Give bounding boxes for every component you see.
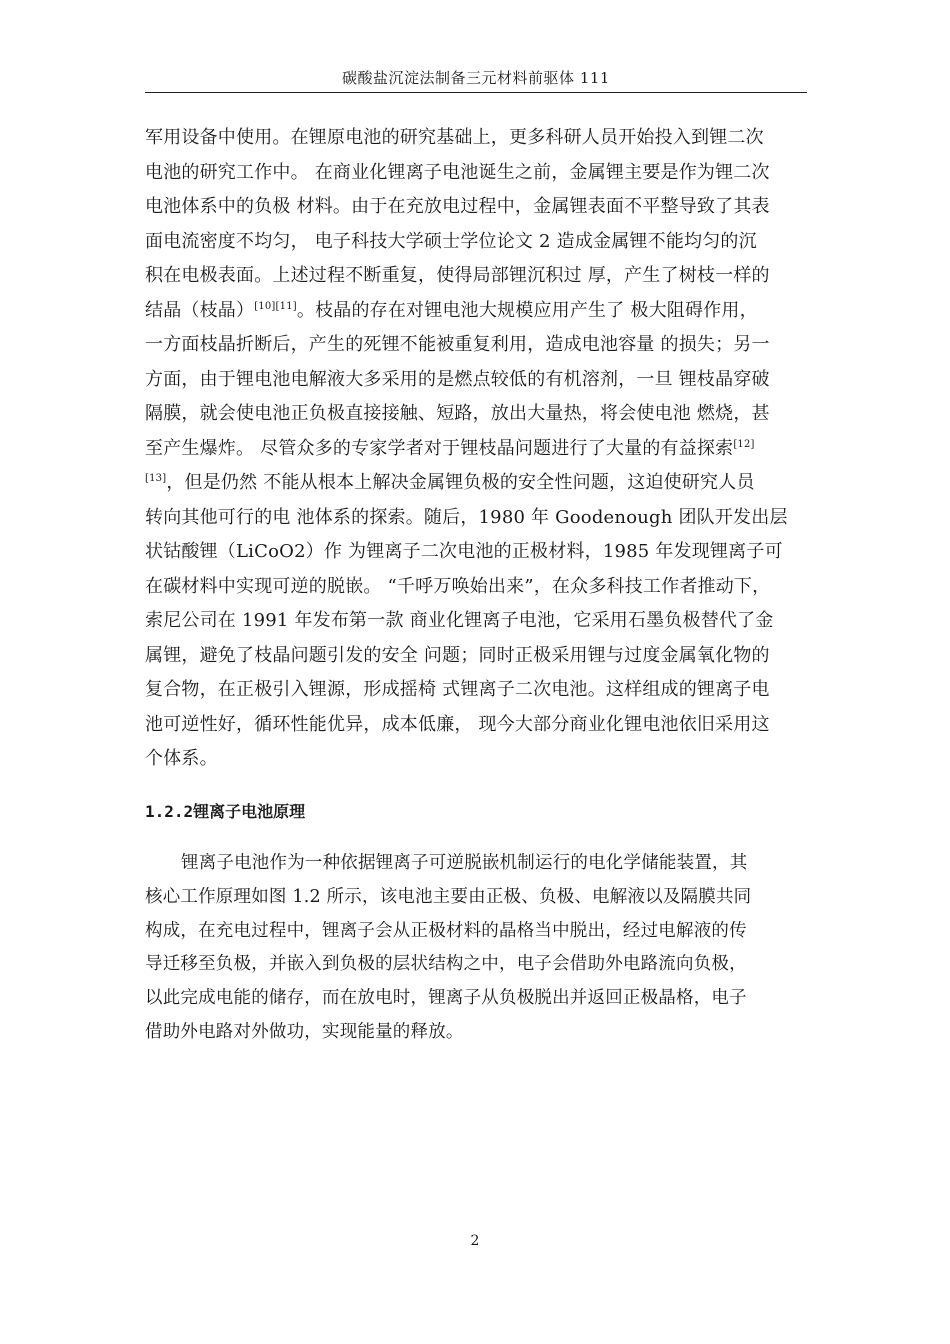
text-segment: 至产生爆炸。 尽管众多的专家学者对于锂枝晶问题进行了大量的有益探索	[145, 437, 734, 459]
text-line	[145, 432, 825, 467]
citation-ref: [10][11]	[254, 300, 297, 312]
text-line: 以此完成电能的储存，而在放电时，锂离子从负极脱出并返回正极晶格，电子	[145, 988, 747, 1009]
body-paragraph-1	[145, 121, 825, 777]
text-line: 借助外电路对外做功，实现能量的释放。	[145, 1021, 464, 1042]
text-line: 核心工作原理如图 1.2 所示，该电池主要由正极、负极、电解液以及隔膜共同	[145, 886, 752, 907]
text-line: 军用设备中使用。在锂原电池的研究基础上，更多科研人员开始投入到锂二次	[145, 127, 764, 148]
text-line: 积在电极表面。上述过程不断重复，使得局部锂沉积过 厚，产生了树枝一样的	[145, 265, 770, 286]
text-line: 一方面枝晶折断后，产生的死锂不能被重复利用，造成电池容量 的损失；另一	[145, 334, 770, 355]
text-segment: 。枝晶的存在对锂电池大规模应用产生了 极大阻碍作用，	[296, 299, 758, 321]
body-paragraph-2	[145, 847, 825, 1050]
text-line: 导迁移至负极，并嵌入到负极的层状结构之中，电子会借助外电路流向负极，	[145, 954, 747, 975]
page-number: 2	[470, 1233, 480, 1249]
text-line: 隔膜，就会使电池正负极直接接触、短路，放出大量热，将会使电池 燃烧，甚	[145, 403, 770, 424]
text-line: 属锂，避免了枝晶问题引发的安全 问题；同时正极采用锂与过度金属氧化物的	[145, 644, 770, 666]
text-line: 个体系。	[145, 748, 218, 769]
citation-ref: [12]	[733, 438, 755, 450]
text-line: 方面，由于锂电池电解液大多采用的是燃点较低的有机溶剂，一旦 锂枝晶穿破	[145, 368, 770, 390]
citation-ref: [13]	[145, 473, 167, 484]
text-line: 面电流密度不均匀， 电子科技大学硕士学位论文 2 造成金属锂不能均匀的沉	[145, 230, 757, 252]
text-line	[145, 466, 825, 501]
header-title: 碳酸盐沉淀法制备三元材料前驱体 111	[342, 69, 610, 87]
text-line: 锂离子电池作为一种依据锂离子可逆脱嵌机制运行的电化学储能装置，其	[181, 853, 748, 873]
text-line: 池可逆性好，循环性能优异，成本低廉， 现今大部分商业化锂电池依旧采用这	[145, 713, 770, 735]
text-line: 复合物，在正极引入锂源，形成摇椅 式锂离子二次电池。这样组成的锂离子电	[145, 679, 770, 700]
page-header	[145, 68, 807, 93]
text-line: 索尼公司在 1991 年发布第一款 商业化锂离子电池，它采用石墨负极替代了金	[145, 610, 774, 631]
text-segment: 结晶（枝晶）	[145, 299, 255, 321]
text-line: 电池的研究工作中。 在商业化锂离子电池诞生之前，金属锂主要是作为锂二次	[145, 161, 770, 183]
text-line: 电池体系中的负极 材料。由于在充放电过程中，金属锂表面不平整导致了其表	[145, 196, 770, 217]
text-line: 构成，在充电过程中，锂离子会从正极材料的晶格当中脱出，经过电解液的传	[145, 920, 747, 941]
text-line: 状钴酸锂（LiCoO2）作 为锂离子二次电池的正极材料，1985 年发现锂离子可	[145, 541, 783, 562]
section-heading: 1.2.2锂离子电池原理	[145, 802, 306, 821]
text-line: 在碳材料中实现可逆的脱嵌。 “千呼万唤始出来”，在众多科技工作者推动下，	[145, 575, 771, 597]
text-segment: ，但是仍然 不能从根本上解决金属锂负极的安全性问题，这迫使研究人员	[166, 472, 755, 493]
text-line: 转向其他可行的电 池体系的探索。随后，1980 年 Goodenough 团队开发出层	[145, 506, 788, 528]
text-line	[145, 294, 825, 329]
